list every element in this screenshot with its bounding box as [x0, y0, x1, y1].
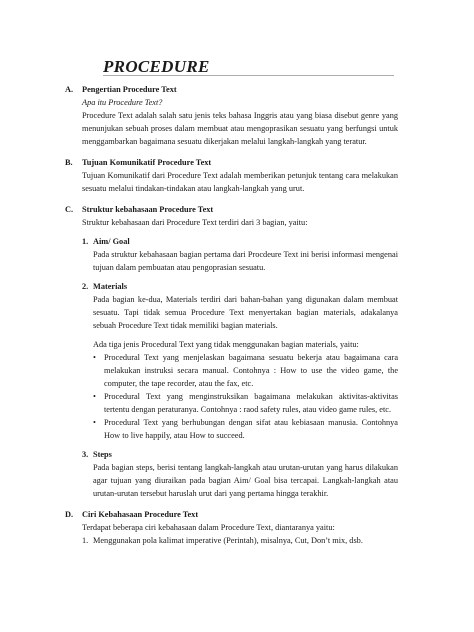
- section-a-question: Apa itu Procedure Text?: [82, 98, 163, 107]
- part-materials: [82, 280, 398, 442]
- part-aim-goal-body: Pada struktur kebahasaan bagian pertama dari Procdeure Text ini berisi informasi mengenai tujuan dalam pembuatan atau pengoprasian sesuatu.: [93, 250, 398, 272]
- list-item-text: Procedural Text yang berhubungan dengan sifat atau kebiasaan manusia. Contohnya How to live happily, atau How to succeed.: [104, 418, 398, 440]
- section-d-intro: Terdapat beberapa ciri kebahasaan dalam Procedure Text, diantaranya yaitu:: [82, 523, 335, 532]
- list-item: [82, 534, 398, 547]
- section-a-letter: A.: [65, 85, 74, 94]
- title-underline: [103, 75, 394, 76]
- section-d-heading: Ciri Kebahasaan Procedure Text: [82, 510, 199, 519]
- part-materials-body: Pada bagian ke-dua, Materials terdiri dari bahan-bahan yang digunakan dalam membuat sesuatu. Tapi tidak semua Procedure Text menyertakan bagian materials, adakalanya sebuah Procedure Text tidak memiliki bagian materials.: [93, 295, 398, 330]
- section-a-body: Procedure Text adalah salah satu jenis teks bahasa Inggris atau yang biasa disebut genre yang menunjukan sebuah proses dalam membuat atau mengoprasikan sesuatu yang berfungsi untuk menggambarkan bagaimana sesuatu dikerjakan melalui langkah-langkah yang teratur.: [82, 111, 398, 146]
- list-item-text: Menggunakan pola kalimat imperative (Perintah), misalnya, Cut, Don’t mix, dsb.: [93, 536, 363, 545]
- section-c-letter: C.: [65, 205, 74, 214]
- section-a: [0, 83, 474, 148]
- bullet-icon: •: [93, 392, 96, 401]
- list-item: [93, 351, 398, 390]
- document-body: [0, 83, 474, 555]
- list-item: [93, 416, 398, 442]
- part-materials-heading: Materials: [93, 282, 128, 291]
- part-materials-number: 2.: [82, 282, 89, 291]
- section-c: [0, 203, 474, 500]
- section-b: [0, 156, 474, 195]
- bullet-icon: •: [93, 353, 96, 362]
- list-item: [93, 390, 398, 416]
- part-steps-body: Pada bagian steps, berisi tentang langkah-langkah atau urutan-urutan yang harus dilakukan agar tujuan yang diuraikan pada bagian Aim/ Goal bisa tercapai. Langkah-langkah atau urutan-urutan tersebut haruslah urut dari yang pertama hingga terakhir.: [93, 463, 398, 498]
- page-title: PROCEDURE: [103, 57, 210, 76]
- section-b-heading: Tujuan Komunikatif Procedure Text: [82, 158, 212, 167]
- section-d-letter: D.: [65, 510, 74, 519]
- part-steps: [82, 448, 398, 500]
- section-b-body: Tujuan Komunikatif dari Procedure Text adalah memberikan petunjuk tentang cara melakukan sesuatu melalui tindakan-tindakan atau langkah-langkah yang urut.: [82, 171, 398, 193]
- section-c-heading: Struktur kebahasaan Procedure Text: [82, 205, 214, 214]
- part-steps-heading: Steps: [93, 450, 112, 459]
- part-aim-goal-heading: Aim/ Goal: [93, 237, 130, 246]
- part-aim-goal-number: 1.: [82, 237, 89, 246]
- materials-bullet-list: [93, 351, 398, 442]
- list-item-text: Procedural Text yang menginstruksikan bagaimana melakukan aktivitas-aktivitas tertentu dengan peraturanya. Contohnya : raod safety rules, atau video game rules, etc.: [104, 392, 398, 414]
- section-c-intro: Struktur kebahasaan dari Procedure Text terdiri dari 3 bagian, yaitu:: [82, 218, 308, 227]
- part-materials-extra: Ada tiga jenis Procedural Text yang tidak menggunakan bagian materials, yaitu:: [93, 340, 359, 349]
- bullet-icon: •: [93, 418, 96, 427]
- list-item-number: 1.: [82, 536, 89, 545]
- part-aim-goal: [82, 235, 398, 274]
- part-steps-number: 3.: [82, 450, 89, 459]
- list-item-text: Procedural Text yang menjelaskan bagaimana sesuatu bekerja atau bagaimana cara melakukan instruksi secara manual. Contohnya : How to use the video game, the computer, the tape recorder, atau the fax, etc.: [104, 353, 398, 388]
- section-b-letter: B.: [65, 158, 73, 167]
- section-d: [0, 508, 474, 547]
- section-a-heading: Pengertian Procedure Text: [82, 85, 177, 94]
